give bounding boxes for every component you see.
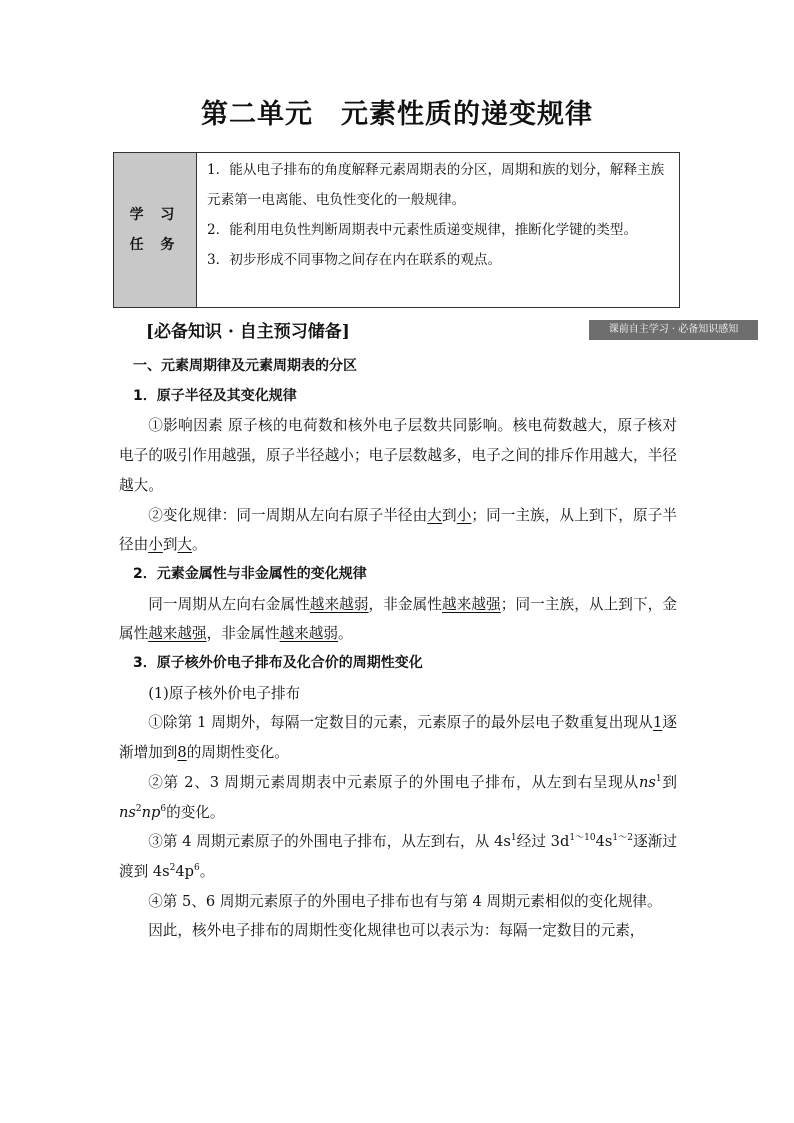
task-item-3: 3．初步形成不同事物之间存在内在联系的观点。 (207, 252, 502, 268)
learning-tasks-header-line2: 任 务 (129, 237, 181, 253)
paragraph-outer-electrons: ①除第 1 周期外，每隔一定数目的元素，元素原子的最外层电子数重复出现从1逐渐增加到8的周期性变化。 (119, 714, 677, 762)
subheading-valence-electrons: (1)原子核外价电子排布 (148, 684, 301, 702)
paragraph-period-4: ③第 4 周期元素原子的外围电子排布，从左到右，从 $4s^1$经过 $3d^{1\sim 10}4s^{1\sim 2}$逐渐过渡到 $4s^24p^6$。 (119, 833, 677, 880)
paragraph-summary: 因此，核外电子排布的周期性变化规律也可以表示为：每隔一定数目的元素， (148, 922, 645, 940)
paragraph-radius-trend: ②变化规律：同一周期从左向右原子半径由大到小；同一主族，从上到下，原子半径由小到大。 (119, 506, 677, 554)
learning-tasks-header (114, 153, 197, 307)
heading-metallic-property: 2．元素金属性与非金属性的变化规律 (133, 565, 367, 582)
section-heading: [必备知识 · 自主预习储备] (146, 322, 350, 342)
paragraph-period-5-6: ④第 5、6 周期元素原子的外围电子排布也有与第 4 周期元素相似的变化规律。 (148, 892, 662, 910)
task-item-2: 2．能利用电负性判断周期表中元素性质递变规律，推断化学键的类型。 (207, 222, 638, 238)
heading-electron-configuration: 3．原子核外价电子排布及化合价的周期性变化 (133, 655, 423, 672)
page-title: 第二单元 元素性质的递变规律 (201, 99, 593, 130)
main-content (119, 352, 677, 946)
paragraph-radius-factors: ①影响因素 原子核的电荷数和核外电子层数共同影响。核电荷数越大，原子核对电子的吸引作用越强，原子半径越小；电子层数越多，电子之间的排斥作用越大，半径越大。 (119, 417, 677, 494)
paragraph-metallic-trend: 同一周期从左向右金属性越来越弱，非金属性越来越强；同一主族，从上到下，金属性越来越强，非金属性越来越弱。 (119, 595, 677, 643)
heading-periodic-law: 一、元素周期律及元素周期表的分区 (133, 358, 357, 374)
learning-tasks-header-line1: 学 习 (129, 207, 181, 223)
heading-atomic-radius: 1．原子半径及其变化规律 (133, 387, 297, 404)
task-item-1: 1．能从电子排布的角度解释元素周期表的分区，周期和族的划分，解释主族元素第一电离能、电负性变化的一般规律。 (207, 162, 665, 208)
learning-tasks-table (113, 152, 680, 308)
paragraph-period-2-3: ②第 2、3 周期元素周期表中元素原子的外围电子排布，从左到右呈现从$ns^1$到$ns^2np^6$的变化。 (119, 773, 677, 821)
section-tag: 课前自主学习 · 必备知识感知 (589, 320, 758, 340)
learning-tasks-list (197, 153, 679, 307)
